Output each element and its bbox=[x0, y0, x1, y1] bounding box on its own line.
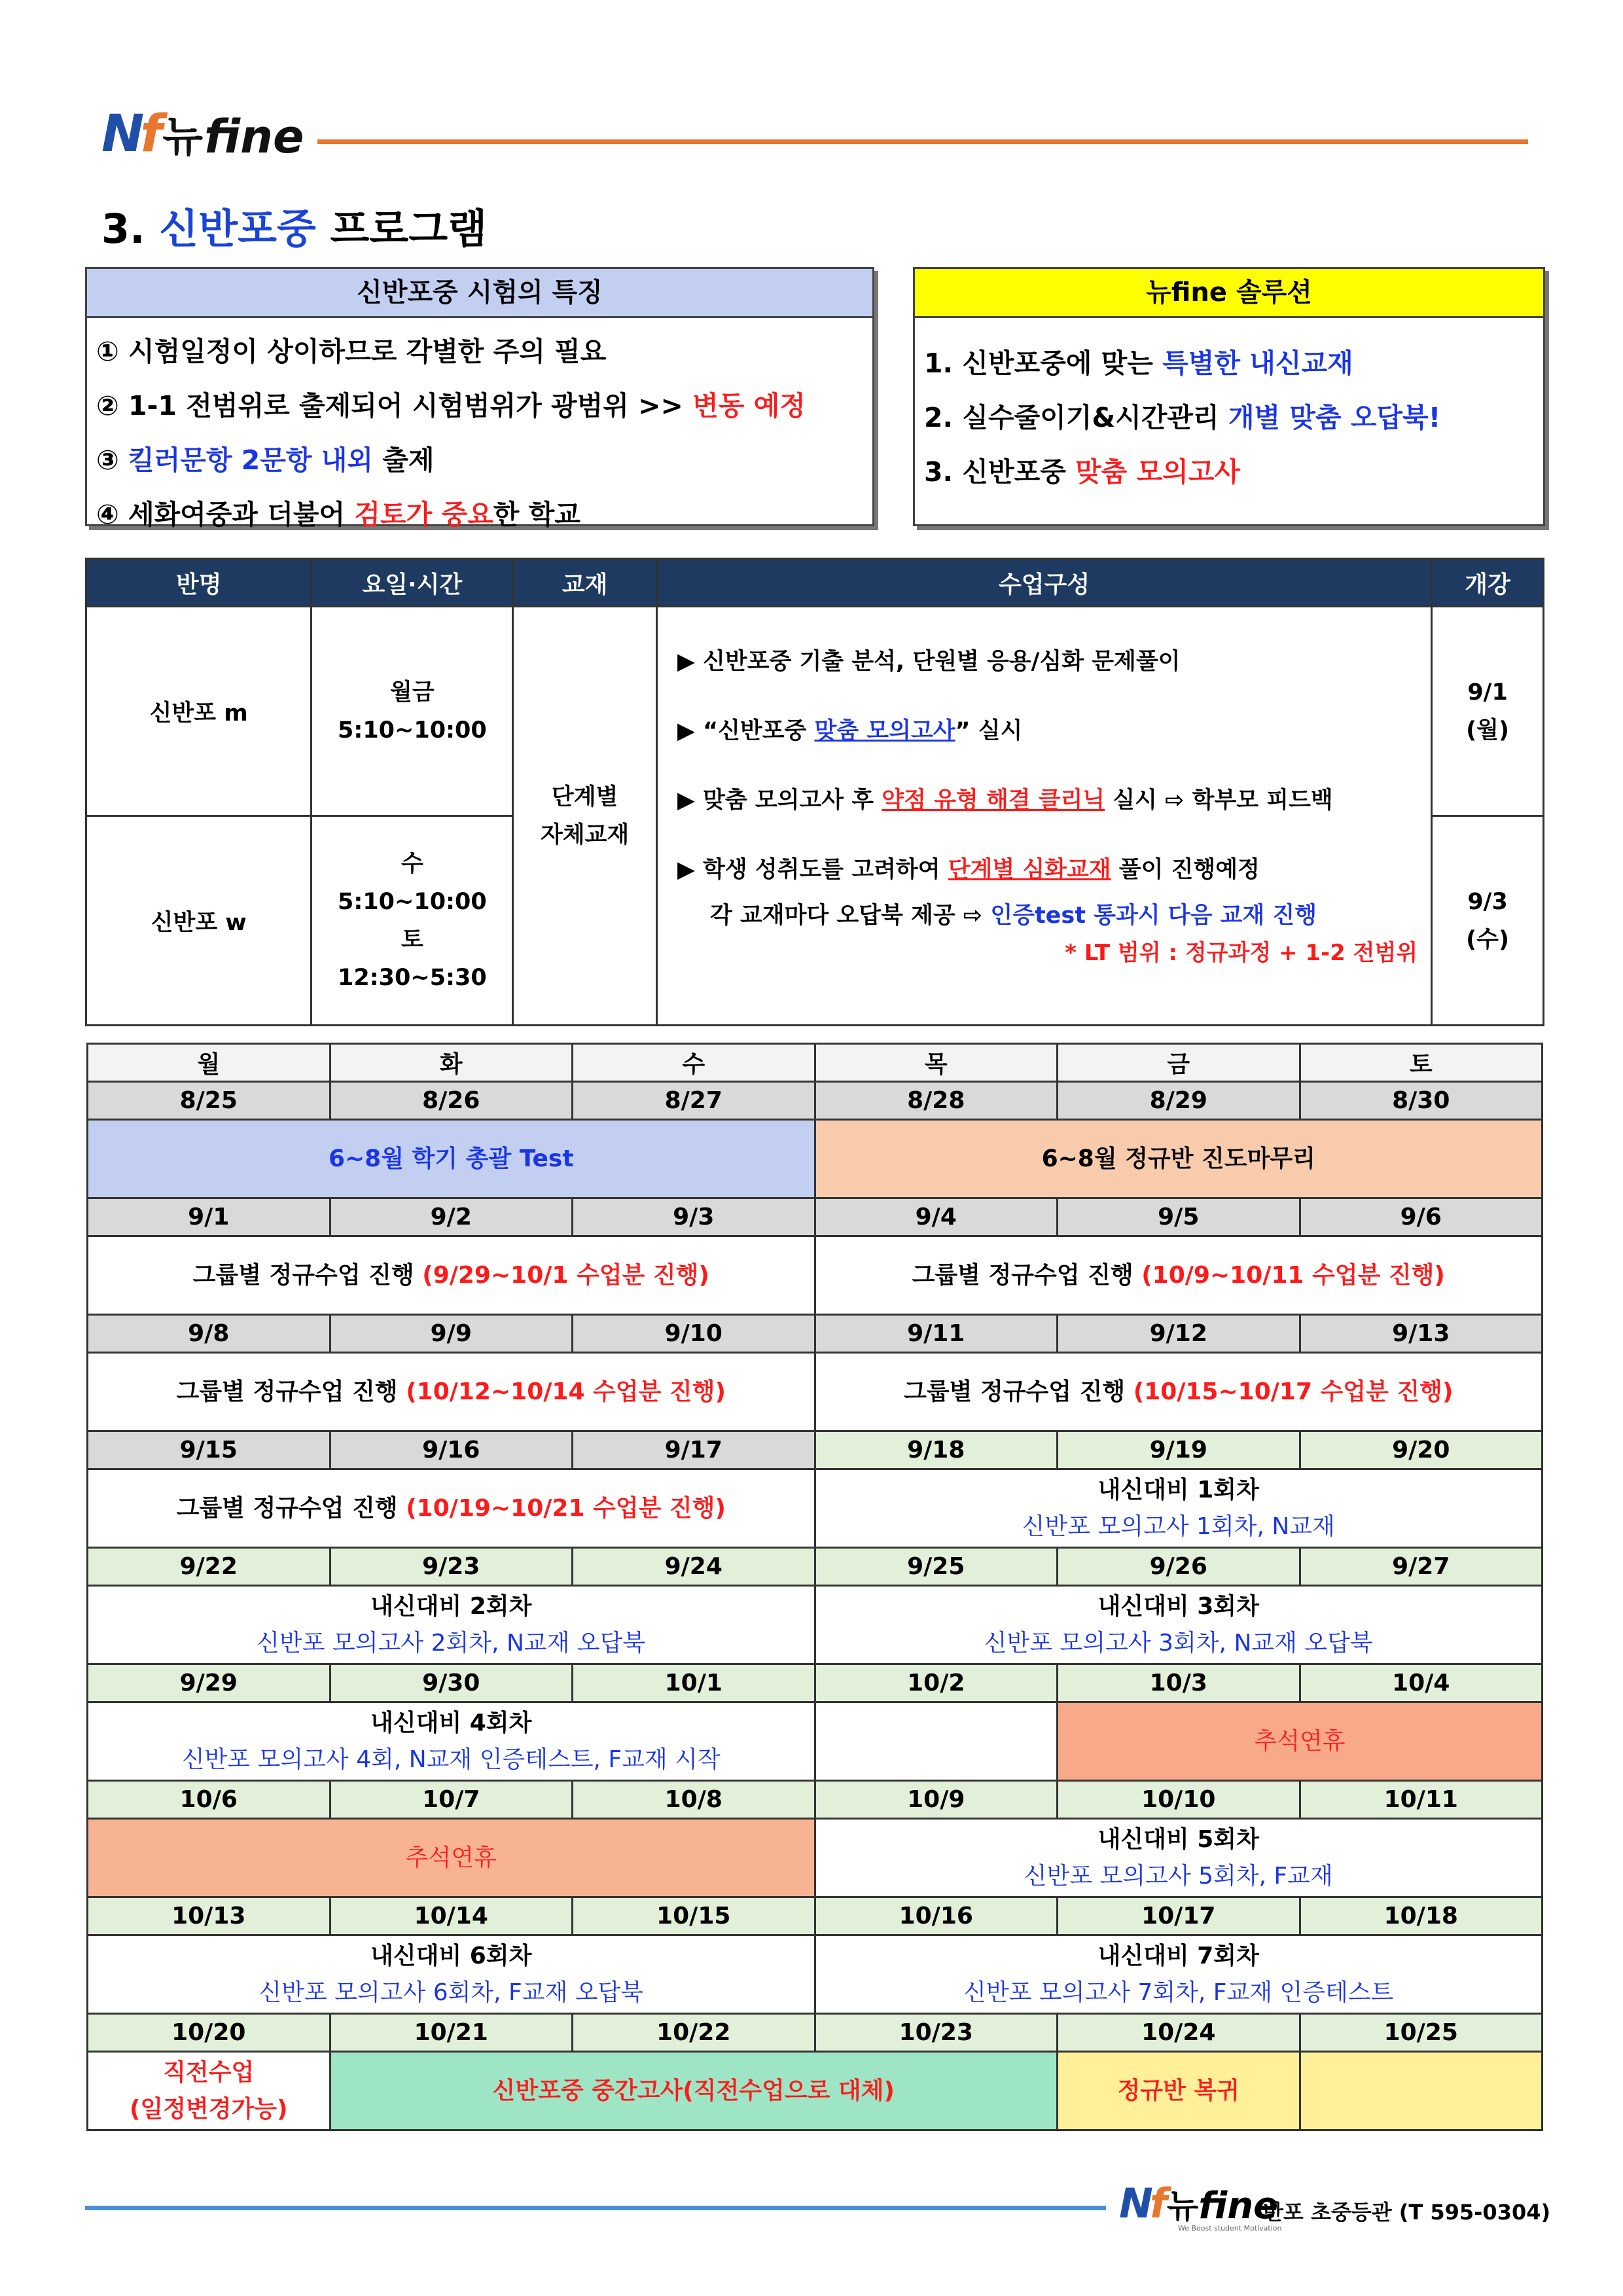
footer-divider bbox=[85, 2206, 1106, 2210]
date-cell: 9/4 bbox=[815, 1198, 1058, 1236]
open-date: 9/3 (수) bbox=[1432, 816, 1544, 1026]
footer-logo: Nf 뉴 fine We Boost student Motivation bbox=[1119, 2179, 1282, 2233]
date-cell: 10/21 bbox=[330, 2014, 573, 2052]
weekday-header: 토 bbox=[1300, 1044, 1543, 1082]
feature-item: ② 1-1 전범위로 출제되어 시험범위가 광범위 >> 변동 예정 bbox=[96, 390, 806, 422]
date-cell: 10/14 bbox=[330, 1897, 573, 1935]
date-cell: 9/11 bbox=[815, 1315, 1058, 1353]
col-header: 교재 bbox=[513, 559, 657, 607]
col-header: 수업구성 bbox=[656, 559, 1431, 607]
date-cell: 9/10 bbox=[573, 1315, 815, 1353]
page-title: 3. 신반포중 프로그램 bbox=[101, 205, 488, 253]
date-cell: 10/11 bbox=[1300, 1781, 1543, 1819]
date-cell: 10/10 bbox=[1058, 1781, 1300, 1819]
features-box bbox=[85, 267, 874, 530]
weekday-header: 수 bbox=[573, 1044, 815, 1082]
event-cell: 그룹별 정규수업 진행 (10/12~10/14 수업분 진행) bbox=[88, 1353, 815, 1431]
event-cell: 내신대비 1회차 신반포 모의고사 1회차, N교재 bbox=[815, 1469, 1543, 1548]
date-cell: 9/17 bbox=[573, 1431, 815, 1469]
textbook: 단계별 자체교재 bbox=[513, 607, 657, 1026]
event-cell: 내신대비 3회차 신반포 모의고사 3회차, N교재 오답북 bbox=[815, 1586, 1543, 1664]
lt-note: * LT 범위 : 정규과정 + 1-2 전범위 bbox=[1065, 940, 1418, 966]
logo-korean: 뉴 bbox=[162, 113, 204, 162]
class-time: 월금 5:10~10:00 bbox=[312, 607, 513, 816]
event-cell: 6~8월 정규반 진도마무리 bbox=[815, 1120, 1543, 1198]
date-cell: 8/25 bbox=[88, 1082, 330, 1120]
date-cell: 10/4 bbox=[1300, 1664, 1543, 1702]
date-cell: 10/24 bbox=[1058, 2014, 1300, 2052]
date-cell: 10/25 bbox=[1300, 2014, 1543, 2052]
date-cell: 10/8 bbox=[573, 1781, 815, 1819]
date-cell: 10/23 bbox=[815, 2014, 1058, 2052]
class-name: 신반포 w bbox=[86, 816, 312, 1026]
features-header: 신반포중 시험의 특징 bbox=[87, 269, 872, 318]
date-cell: 10/9 bbox=[815, 1781, 1058, 1819]
logo-mark: Nf bbox=[101, 105, 159, 164]
empty-cell bbox=[815, 1702, 1058, 1781]
date-cell: 8/28 bbox=[815, 1082, 1058, 1120]
date-cell: 9/26 bbox=[1058, 1548, 1300, 1586]
holiday-cell: 추석연휴 bbox=[88, 1819, 815, 1897]
class-table bbox=[85, 558, 1544, 1026]
date-cell: 9/5 bbox=[1058, 1198, 1300, 1236]
midterm-cell: 신반포중 중간고사(직전수업으로 대체) bbox=[330, 2052, 1058, 2130]
event-cell: 그룹별 정규수업 진행 (10/19~10/21 수업분 진행) bbox=[88, 1469, 815, 1548]
date-cell: 8/27 bbox=[573, 1082, 815, 1120]
date-cell: 10/3 bbox=[1058, 1664, 1300, 1702]
event-cell: 내신대비 6회차 신반포 모의고사 6회차, F교재 오답북 bbox=[88, 1935, 815, 2014]
event-cell: 내신대비 5회차 신반포 모의고사 5회차, F교재 bbox=[815, 1819, 1543, 1897]
weekday-header: 화 bbox=[330, 1044, 573, 1082]
class-name: 신반포 m bbox=[86, 607, 312, 816]
footer-slogan: We Boost student Motivation bbox=[1178, 2224, 1282, 2233]
date-cell: 9/3 bbox=[573, 1198, 815, 1236]
holiday-cell: 추석연휴 bbox=[1058, 1702, 1543, 1781]
branch-contact: 반포 초중등관 (T 595-0304) bbox=[1263, 2200, 1551, 2225]
event-cell: 그룹별 정규수업 진행 (10/15~10/17 수업분 진행) bbox=[815, 1353, 1543, 1431]
date-cell: 9/1 bbox=[88, 1198, 330, 1236]
solution-item: 1. 신반포중에 맞는 특별한 내신교재 bbox=[924, 348, 1353, 379]
col-header: 반명 bbox=[86, 559, 312, 607]
solution-item: 2. 실수줄이기&시간관리 개별 맞춤 오답북! bbox=[924, 402, 1441, 433]
event-cell: 그룹별 정규수업 진행 (9/29~10/1 수업분 진행) bbox=[88, 1236, 815, 1315]
date-cell: 9/23 bbox=[330, 1548, 573, 1586]
solution-header: 뉴fine 솔루션 bbox=[915, 269, 1543, 318]
date-cell: 8/30 bbox=[1300, 1082, 1543, 1120]
feature-item: ③ 킬러문항 2문항 내외 출제 bbox=[96, 444, 435, 476]
date-cell: 9/8 bbox=[88, 1315, 330, 1353]
date-cell: 9/16 bbox=[330, 1431, 573, 1469]
date-cell: 9/15 bbox=[88, 1431, 330, 1469]
event-cell: 그룹별 정규수업 진행 (10/9~10/11 수업분 진행) bbox=[815, 1236, 1543, 1315]
date-cell: 9/18 bbox=[815, 1431, 1058, 1469]
date-cell: 9/9 bbox=[330, 1315, 573, 1353]
feature-item: ④ 세화여중과 더불어 검토가 중요한 학교 bbox=[96, 499, 580, 530]
event-cell: 6~8월 학기 총괄 Test bbox=[88, 1120, 815, 1198]
date-cell: 10/6 bbox=[88, 1781, 330, 1819]
event-cell: 내신대비 7회차 신반포 모의고사 7회차, F교재 인증테스트 bbox=[815, 1935, 1543, 2014]
brand-logo bbox=[101, 98, 304, 164]
col-header: 요일·시간 bbox=[312, 559, 513, 607]
date-cell: 10/2 bbox=[815, 1664, 1058, 1702]
date-cell: 9/12 bbox=[1058, 1315, 1300, 1353]
date-cell: 10/13 bbox=[88, 1897, 330, 1935]
pre-exam-cell: 직전수업 (일정변경가능) bbox=[88, 2052, 330, 2130]
date-cell: 10/15 bbox=[573, 1897, 815, 1935]
date-cell: 9/6 bbox=[1300, 1198, 1543, 1236]
date-cell: 8/29 bbox=[1058, 1082, 1300, 1120]
event-cell: 내신대비 4회차 신반포 모의고사 4회, N교재 인증테스트, F교재 시작 bbox=[88, 1702, 815, 1781]
weekday-header: 월 bbox=[88, 1044, 330, 1082]
date-cell: 10/1 bbox=[573, 1664, 815, 1702]
date-cell: 9/24 bbox=[573, 1548, 815, 1586]
date-cell: 10/17 bbox=[1058, 1897, 1300, 1935]
return-cell: 정규반 복귀 bbox=[1058, 2052, 1300, 2130]
solution-item: 3. 신반포중 맞춤 모의고사 bbox=[924, 456, 1240, 488]
event-cell: 내신대비 2회차 신반포 모의고사 2회차, N교재 오답북 bbox=[88, 1586, 815, 1664]
date-cell: 9/20 bbox=[1300, 1431, 1543, 1469]
date-cell: 9/19 bbox=[1058, 1431, 1300, 1469]
feature-item: ① 시험일정이 상이하므로 각별한 주의 필요 bbox=[96, 336, 607, 367]
col-header: 개강 bbox=[1432, 559, 1544, 607]
weekday-header: 금 bbox=[1058, 1044, 1300, 1082]
date-cell: 8/26 bbox=[330, 1082, 573, 1120]
logo-fine: fine bbox=[204, 110, 304, 164]
class-time: 수 5:10~10:00 토 12:30~5:30 bbox=[312, 816, 513, 1026]
date-cell: 9/25 bbox=[815, 1548, 1058, 1586]
class-description: ▶ 신반포중 기출 분석, 단원별 응용/심화 문제풀이 ▶ “신반포중 맞춤 모의고사” 실시 ▶ 맞춤 모의고사 후 약점 유형 해결 클리닉 실시 ⇨ 학부모 피드백 ▶ 학생 성취도를 고려하여 단계별 심화교재 풀이 진행예정 각 교재마다 오답북 제공 ⇨ 인증test 통과시 다음 교재 진행 * LT 범위 : 정규과정 + 1-2 전범위 bbox=[656, 607, 1431, 1026]
date-cell: 9/29 bbox=[88, 1664, 330, 1702]
date-cell: 10/22 bbox=[573, 2014, 815, 2052]
weekday-header: 목 bbox=[815, 1044, 1058, 1082]
date-cell: 9/30 bbox=[330, 1664, 573, 1702]
date-cell: 10/16 bbox=[815, 1897, 1058, 1935]
header-divider bbox=[317, 139, 1528, 144]
date-cell: 9/13 bbox=[1300, 1315, 1543, 1353]
date-cell: 10/7 bbox=[330, 1781, 573, 1819]
schedule-calendar bbox=[86, 1043, 1543, 2131]
date-cell: 10/20 bbox=[88, 2014, 330, 2052]
open-date: 9/1 (월) bbox=[1432, 607, 1544, 816]
date-cell: 9/27 bbox=[1300, 1548, 1543, 1586]
date-cell: 10/18 bbox=[1300, 1897, 1543, 1935]
solution-box bbox=[913, 267, 1545, 526]
empty-cell bbox=[1300, 2052, 1543, 2130]
date-cell: 9/2 bbox=[330, 1198, 573, 1236]
date-cell: 9/22 bbox=[88, 1548, 330, 1586]
